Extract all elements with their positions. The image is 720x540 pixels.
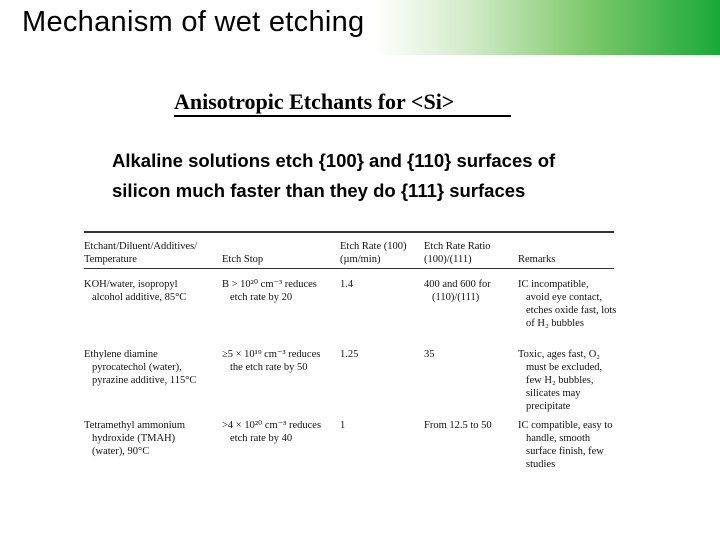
subheading-line-2: silicon much faster than they do {111} surfaces bbox=[112, 180, 526, 201]
scan-heading: Anisotropic Etchants for <Si> bbox=[174, 89, 455, 114]
cell-line: ≥5 × 10¹⁹ cm⁻³ reduces bbox=[222, 349, 321, 360]
cell-line: handle, smooth bbox=[526, 433, 591, 444]
cell-line: IC compatible, easy to bbox=[518, 420, 613, 431]
cell-line: KOH/water, isopropyl bbox=[84, 279, 178, 290]
header-etch-rate-line-1: Etch Rate (100) bbox=[340, 241, 407, 252]
cell-line: IC incompatible, bbox=[518, 279, 589, 290]
header-etchant bbox=[84, 240, 197, 266]
cell-etch-stop bbox=[222, 278, 317, 304]
subheading-line-1: Alkaline solutions etch {100} and {110} surfaces of bbox=[112, 150, 556, 171]
cell-line: Ethylene diamine bbox=[84, 349, 158, 360]
cell-line: few H₂ bubbles, bbox=[526, 375, 594, 386]
cell-line: etch rate by 20 bbox=[230, 292, 293, 303]
cell-line: precipitate bbox=[526, 401, 571, 412]
header-ratio bbox=[424, 240, 490, 266]
cell-etch-rate: 1 bbox=[340, 420, 346, 431]
cell-line: of H₂ bubbles bbox=[526, 318, 584, 329]
cell-line: B > 10²⁰ cm⁻³ reduces bbox=[222, 279, 317, 290]
cell-line: Tetramethyl ammonium bbox=[84, 420, 186, 431]
cell-line: etch rate by 40 bbox=[230, 433, 293, 444]
cell-line: silicates may bbox=[526, 388, 581, 399]
cell-line: avoid eye contact, bbox=[526, 292, 603, 303]
cell-remarks bbox=[518, 348, 602, 413]
heading-underline bbox=[174, 115, 511, 117]
cell-line: Toxic, ages fast, O₂ bbox=[518, 349, 600, 360]
cell-line: (110)/(111) bbox=[432, 292, 480, 303]
header-etch-stop: Etch Stop bbox=[222, 254, 264, 265]
cell-line: pyrazine additive, 115°C bbox=[92, 375, 197, 386]
cell-line: the etch rate by 50 bbox=[230, 362, 308, 373]
table-top-rule bbox=[84, 231, 614, 233]
cell-line: alcohol additive, 85°C bbox=[92, 292, 187, 303]
cell-ratio: From 12.5 to 50 bbox=[424, 420, 492, 431]
cell-line: must be excluded, bbox=[526, 362, 603, 373]
header-etchant-line-1: Etchant/Diluent/Additives/ bbox=[84, 241, 198, 252]
cell-line: >4 × 10²⁰ cm⁻³ reduces bbox=[222, 420, 322, 431]
cell-line: (water), 90°C bbox=[92, 446, 150, 457]
header-ratio-line-2: (100)/(111) bbox=[424, 254, 472, 265]
cell-line: 400 and 600 for bbox=[424, 279, 491, 290]
slide-title: Mechanism of wet etching bbox=[22, 6, 365, 38]
cell-line: etches oxide fast, lots bbox=[526, 305, 617, 316]
cell-line: surface finish, few bbox=[526, 446, 604, 457]
cell-etchant bbox=[84, 419, 185, 458]
cell-ratio: 35 bbox=[424, 349, 435, 360]
cell-etch-stop bbox=[222, 419, 321, 445]
cell-etchant bbox=[84, 278, 186, 304]
cell-etch-stop bbox=[222, 348, 320, 374]
header-ratio-line-1: Etch Rate Ratio bbox=[424, 241, 491, 252]
header-etch-rate-line-2: (µm/min) bbox=[340, 254, 381, 265]
cell-etch-rate: 1.25 bbox=[340, 349, 359, 360]
cell-etch-rate: 1.4 bbox=[340, 279, 354, 290]
header-etchant-line-2: Temperature bbox=[84, 254, 137, 265]
header-etch-rate bbox=[340, 240, 406, 266]
cell-line: hydroxide (TMAH) bbox=[92, 433, 176, 444]
cell-line: studies bbox=[526, 459, 556, 470]
cell-remarks bbox=[518, 419, 612, 471]
table-header-rule bbox=[84, 268, 614, 269]
header-remarks: Remarks bbox=[518, 254, 556, 265]
cell-line: pyrocatechol (water), bbox=[92, 362, 182, 373]
cell-remarks bbox=[518, 278, 616, 330]
cell-etchant bbox=[84, 348, 196, 387]
cell-ratio bbox=[424, 278, 491, 304]
